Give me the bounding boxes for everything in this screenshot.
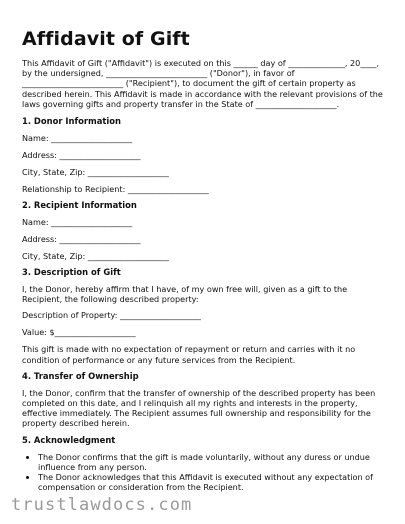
donor-address-field: Address: ____________________: [22, 150, 141, 161]
section-donor-information: [22, 116, 384, 194]
intro-paragraph: This Affidavit of Gift ("Affidavit") is executed on this ______ day of ______________, 20____, by the undersigned, _________________________ ("Donor"), in favor of _________________________ ("Recipient"), to document the gift of certain property as described herein. This Affidavit is made in accordance with the relevant provisions of the laws governing gifts and property transfer in the State of ____________________.: [22, 58, 383, 109]
donor-city-state-zip-field: City, State, Zip: ____________________: [22, 167, 169, 178]
section-heading: 2. Recipient Information: [22, 200, 137, 211]
donor-name-field: Name: ____________________: [22, 133, 133, 144]
section-recipient-information: [22, 200, 384, 261]
gift-affirmation-paragraph: I, the Donor, hereby affirm that I have, of my own free will, given as a gift to the Recipient, the following described property:: [22, 284, 348, 305]
section-acknowledgment: [22, 435, 384, 493]
section-description-of-gift: [22, 267, 384, 365]
donor-relationship-field: Relationship to Recipient: ____________________: [22, 184, 209, 195]
section-transfer-of-ownership: [22, 371, 384, 429]
no-expectation-paragraph: This gift is made with no expectation of repayment or return and carries with it no condition of performance or any future services from the Recipient.: [22, 344, 356, 365]
section-heading: 3. Description of Gift: [22, 267, 121, 278]
recipient-city-state-zip-field: City, State, Zip: ____________________: [22, 251, 169, 262]
section-heading: 4. Transfer of Ownership: [22, 370, 139, 381]
section-heading: 5. Acknowledgment: [22, 434, 116, 445]
document-page: [22, 28, 384, 492]
property-value-field: Value: $____________________: [22, 327, 136, 338]
list-item: • The Donor confirms that the gift is made voluntarily, without any duress or undue influence from any person.: [38, 452, 384, 472]
document-title: Affidavit of Gift: [22, 28, 190, 50]
watermark-text: trustlawdocs.com: [11, 495, 193, 515]
acknowledgment-list: [22, 452, 384, 493]
recipient-address-field: Address: ____________________: [22, 234, 141, 245]
property-description-field: Description of Property: ____________________: [22, 310, 201, 321]
recipient-name-field: Name: ____________________: [22, 217, 133, 228]
list-item: • The Donor acknowledges that this Affidavit is executed without any expectation of compensation or consideration from the Recipient.: [38, 472, 384, 492]
section-heading: 1. Donor Information: [22, 116, 121, 127]
transfer-paragraph: I, the Donor, confirm that the transfer of ownership of the described property has been completed on this date, and I relinquish all my rights and interests in the property, effective immediately. The Recipient assumes full ownership and responsibility for the property described herein.: [22, 387, 376, 429]
